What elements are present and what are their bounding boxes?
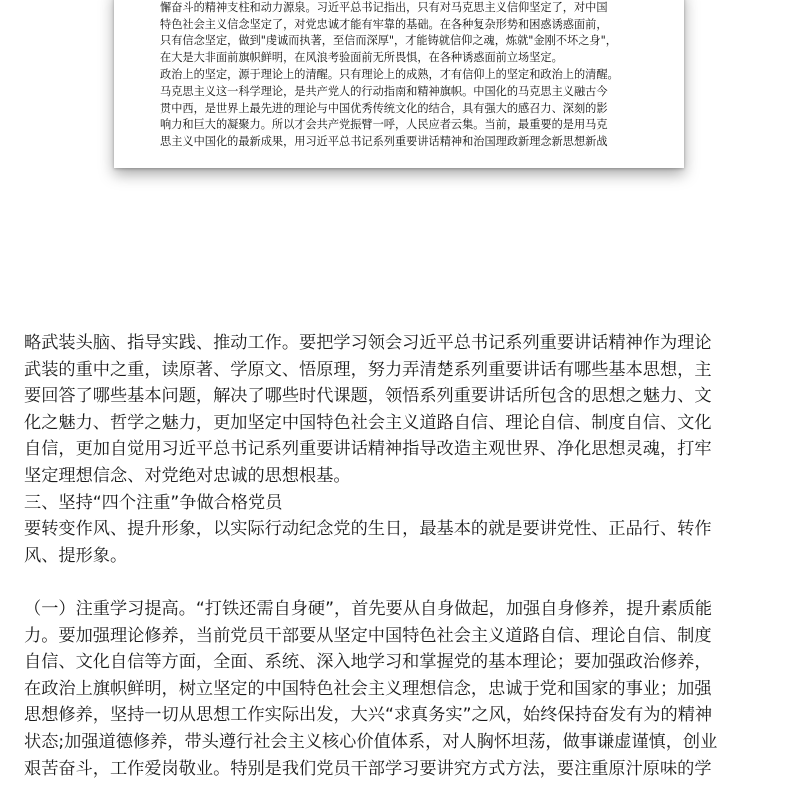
body-line: （一）注重学习提高。“打铁还需自身硬”，首先要从自身做起，加强自身修养，提升素质能 bbox=[24, 598, 713, 619]
paragraph-spacer bbox=[24, 569, 784, 596]
body-line: 坚定理想信念、对党绝对忠诚的思想根基。 bbox=[24, 465, 351, 486]
body-line: 略武装头脑、指导实践、推动工作。要把学习领会习近平总书记系列重要讲话精神作为理论 bbox=[24, 333, 712, 353]
paragraph-study-improve bbox=[24, 596, 784, 782]
document-body bbox=[24, 330, 784, 782]
scanned-line: 马克思主义这一科学理论，是共产党人的行动指南和精神旗帜。中国化的马克思主义融古今 bbox=[160, 84, 608, 98]
scanned-line: 特色社会主义信念坚定了，对党忠诚才能有牢靠的基础。在各种复杂形势和困惑诱惑面前， bbox=[160, 17, 608, 31]
body-line: 在政治上旗帜鲜明，树立坚定的中国特色社会主义理想信念，忠诚于党和国家的事业；加强 bbox=[24, 678, 712, 699]
body-line: 自信、文化自信等方面，全面、系统、深入地学习和掌握党的基本理论；要加强政治修养， bbox=[24, 652, 712, 673]
section-heading-3: 三、坚持“四个注重”争做合格党员 bbox=[24, 492, 283, 513]
body-line: 状态;加强道德修养，带头遵行社会主义核心价值体系，对人胸怀坦荡，做事谦虚谨慎，创业 bbox=[24, 731, 718, 752]
body-line: 要回答了哪些基本问题，解决了哪些时代课题，领悟系列重要讲话所包含的思想之魅力、文 bbox=[24, 386, 712, 407]
scanned-line: 在大是大非面前旗帜鲜明，在风浪考验面前无所畏惧，在各种诱惑面前立场坚定。 bbox=[160, 51, 563, 65]
body-line: 艰苦奋斗，工作爱岗敬业。特别是我们党员干部学习要讲究方式方法，要注重原汁原味的学 bbox=[24, 758, 712, 779]
scanned-line: 思主义中国化的最新成果，用习近平总书记系列重要讲话精神和治国理政新理念新思想新战 bbox=[160, 135, 608, 149]
scanned-line: 只有信念坚定，做到"虔诚而执著，至信而深厚"，才能铸就信仰之魂，炼就"金刚不坏之身"， bbox=[160, 34, 617, 48]
scanned-line: 贯中西，是世界上最先进的理论与中国优秀传统文化的结合，具有强大的感召力、深刻的影 bbox=[160, 101, 608, 115]
scanned-line: 政治上的坚定，源于理论上的清醒。只有理论上的成熟，才有信仰上的坚定和政治上的清醒。 bbox=[160, 67, 619, 81]
body-line: 风、提形象。 bbox=[24, 545, 128, 566]
scanned-page-image bbox=[114, 0, 684, 168]
body-line: 力。要加强理论修养，当前党员干部要从坚定中国特色社会主义道路自信、理论自信、制度 bbox=[24, 625, 712, 646]
body-line: 武装的重中之重，读原著、学原文、悟原理，努力弄清楚系列重要讲话有哪些基本思想，主 bbox=[24, 359, 712, 380]
scanned-page-text bbox=[160, 0, 670, 151]
body-line: 要转变作风、提升形象，以实际行动纪念党的生日，最基本的就是要讲党性、正品行、转作 bbox=[24, 519, 712, 540]
scanned-line: 懈奋斗的精神支柱和动力源泉。习近平总书记指出，只有对马克思主义信仰坚定了，对中国 bbox=[160, 0, 608, 14]
body-line: 化之魅力、哲学之魅力，更加坚定中国特色社会主义道路自信、理论自信、制度自信、文化 bbox=[24, 412, 712, 433]
paragraph-theory-arming bbox=[24, 330, 784, 490]
paragraph-style-change bbox=[24, 516, 784, 569]
body-line: 思想修养，坚持一切从思想工作实际出发，大兴“求真务实”之风，始终保持奋发有为的精神 bbox=[24, 705, 713, 726]
body-line: 自信，更加自觉用习近平总书记系列重要讲话精神指导改造主观世界、净化思想灵魂，打牢 bbox=[24, 439, 712, 460]
scanned-line: 响力和巨大的凝聚力。所以才会共产党振臂一呼，人民应者云集。当前，最重要的是用马克 bbox=[160, 118, 608, 132]
